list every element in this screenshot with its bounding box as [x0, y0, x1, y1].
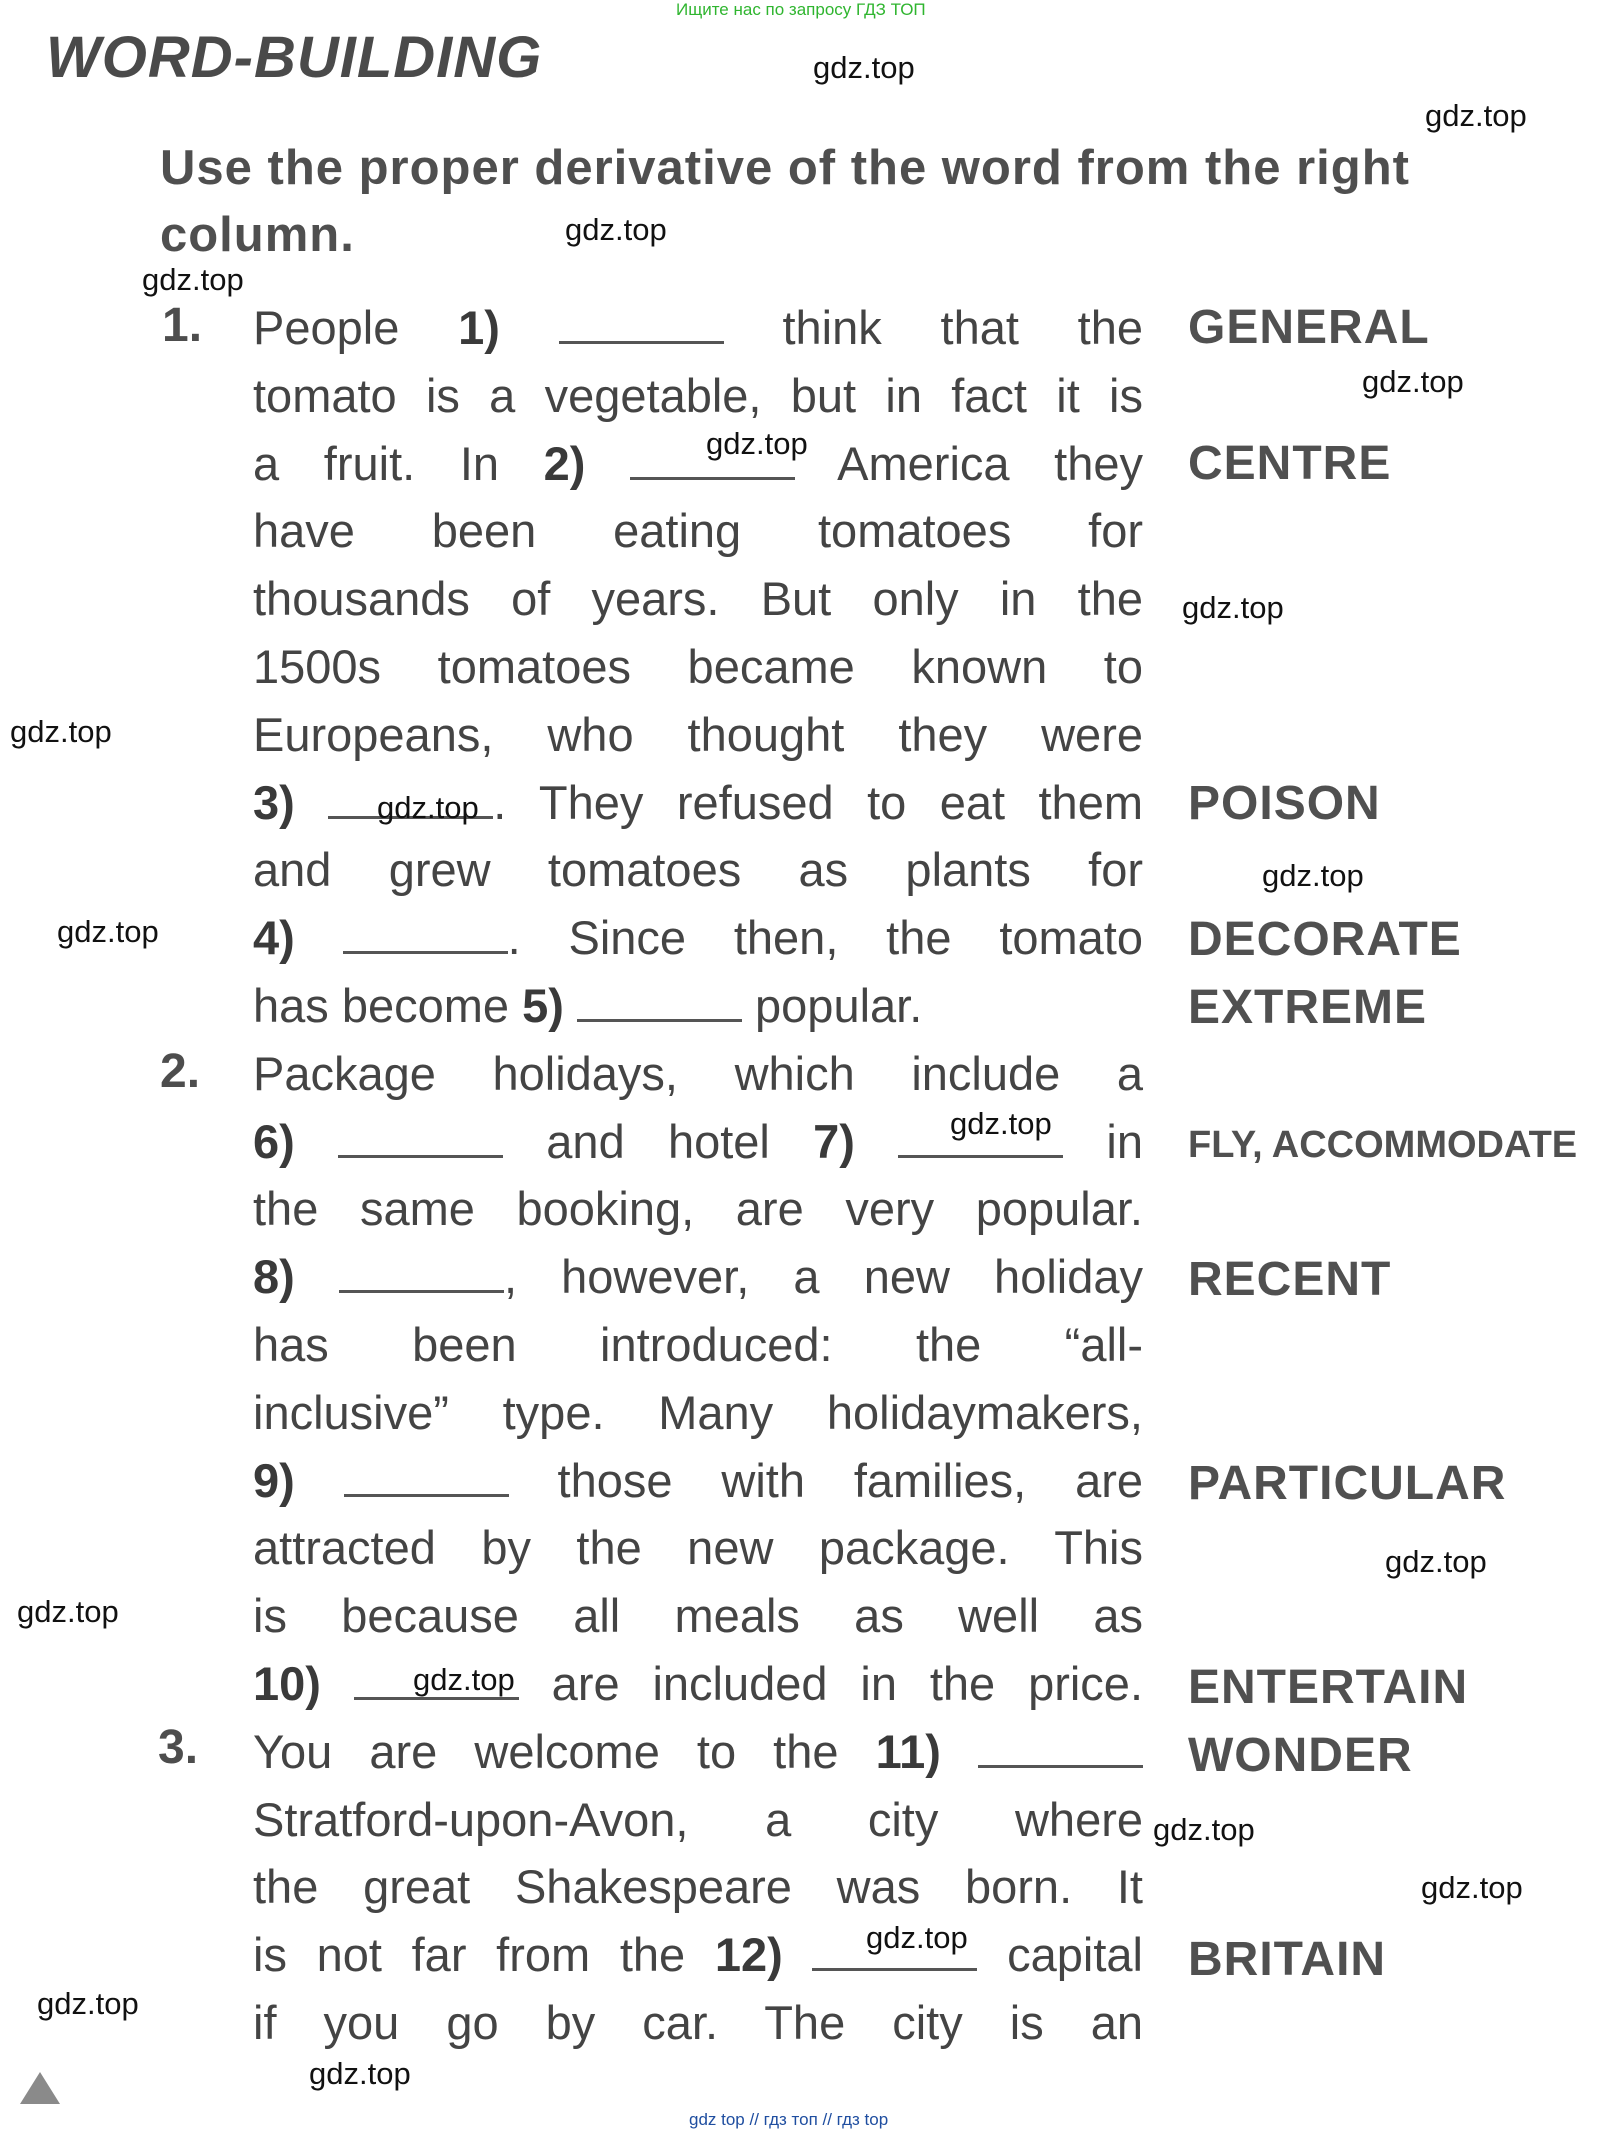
- watermark: gdz.top: [866, 1920, 968, 1955]
- watermark: gdz.top: [813, 50, 915, 85]
- text-line: attracted by the new package. This: [253, 1521, 1143, 1574]
- text-line: the great Shakespeare was born. It: [253, 1860, 1143, 1913]
- gap-number: 6): [253, 1115, 295, 1168]
- text-line: has been introduced: the “all-: [253, 1318, 1143, 1371]
- keyword: EXTREME: [1188, 981, 1428, 1034]
- gap-number: 7): [813, 1115, 855, 1168]
- text-line: a fruit. In 2) America they: [253, 437, 1144, 490]
- page-corner-triangle-icon: [20, 2072, 60, 2104]
- watermark: gdz.top: [413, 1662, 515, 1697]
- gap-number: 5): [522, 979, 564, 1032]
- gap-number: 11): [875, 1725, 941, 1778]
- watermark: gdz.top: [1421, 1870, 1523, 1905]
- watermark: gdz.top: [309, 2056, 411, 2091]
- text-line: inclusive” type. Many holidaymakers,: [253, 1386, 1143, 1439]
- watermark: gdz.top: [142, 262, 244, 297]
- instruction-line-1: Use the proper derivative of the word from the right: [160, 141, 1410, 195]
- text-line: 6) and hotel 7) in: [253, 1115, 1143, 1168]
- text-line: People 1) think that the: [253, 301, 1144, 354]
- answer-blank[interactable]: [577, 983, 742, 1022]
- keyword: RECENT: [1188, 1253, 1392, 1306]
- gap-number: 10): [253, 1657, 321, 1710]
- keyword: CENTRE: [1188, 437, 1392, 490]
- keyword: ENTERTAIN: [1188, 1661, 1469, 1714]
- text-line: tomato is a vegetable, but in fact it is: [253, 369, 1143, 422]
- exercise-number: 2.: [160, 1045, 201, 1098]
- watermark: gdz.top: [950, 1106, 1052, 1141]
- text-line: and grew tomatoes as plants for: [253, 843, 1143, 896]
- text-line: thousands of years. But only in the: [253, 572, 1143, 625]
- watermark: gdz.top: [377, 790, 479, 825]
- watermark: gdz.top: [706, 426, 808, 461]
- text-line: the same booking, are very popular.: [253, 1182, 1143, 1235]
- text-line: 1500s tomatoes became known to: [253, 640, 1143, 693]
- answer-blank[interactable]: [339, 1254, 504, 1293]
- text-line: Europeans, who thought they were: [253, 708, 1143, 761]
- watermark: gdz.top: [1425, 98, 1527, 133]
- answer-blank[interactable]: [344, 1458, 509, 1497]
- text-line: has become 5) popular.: [253, 979, 923, 1032]
- search-link[interactable]: Ищите нас по запросу ГДЗ ТОП: [676, 0, 926, 19]
- keyword: WONDER: [1188, 1729, 1413, 1782]
- text-line: 10) are included in the price.: [253, 1657, 1143, 1710]
- gap-number: 3): [253, 776, 295, 829]
- text-line: have been eating tomatoes for: [253, 504, 1143, 557]
- watermark: gdz.top: [57, 914, 159, 949]
- answer-blank[interactable]: [338, 1119, 503, 1158]
- exercise-number: 3.: [158, 1721, 199, 1774]
- answer-blank[interactable]: [559, 305, 724, 344]
- answer-blank[interactable]: [978, 1729, 1143, 1768]
- keyword: DECORATE: [1188, 913, 1462, 966]
- keyword: BRITAIN: [1188, 1933, 1387, 1986]
- text-line: is because all meals as well as: [253, 1589, 1143, 1642]
- answer-blank[interactable]: [343, 915, 508, 954]
- text-line: is not far from the 12) capital: [253, 1928, 1144, 1981]
- gap-number: 12): [714, 1928, 783, 1981]
- exercise-number: 1.: [162, 299, 203, 352]
- gap-number: 9): [253, 1454, 295, 1507]
- gap-number: 2): [543, 437, 586, 490]
- keyword: FLY, ACCOMMODATE: [1188, 1124, 1578, 1166]
- keyword: POISON: [1188, 777, 1381, 830]
- watermark: gdz.top: [10, 714, 112, 749]
- watermark: gdz.top: [1182, 590, 1284, 625]
- watermark: gdz.top: [1362, 364, 1464, 399]
- gap-number: 1): [458, 301, 500, 354]
- text-line: 3) . They refused to eat them: [253, 776, 1143, 829]
- text-line: 9) those with families, are: [253, 1454, 1143, 1507]
- watermark: gdz.top: [565, 212, 667, 247]
- gap-number: 4): [253, 911, 295, 964]
- gap-number: 8): [253, 1250, 295, 1303]
- text-line: You are welcome to the 11): [253, 1720, 1143, 1784]
- keyword: PARTICULAR: [1188, 1457, 1507, 1510]
- watermark: gdz.top: [1262, 858, 1364, 893]
- text-line: 4) . Since then, the tomato: [253, 911, 1143, 964]
- page-title: WORD-BUILDING: [46, 25, 543, 90]
- text-line: if you go by car. The city is an: [253, 1996, 1143, 2049]
- keyword: GENERAL: [1188, 301, 1430, 354]
- watermark: gdz.top: [17, 1594, 119, 1629]
- text-line: Stratford-upon-Avon, a city where: [253, 1793, 1143, 1846]
- watermark: gdz.top: [1385, 1544, 1487, 1579]
- instruction-line-2: column.: [160, 208, 355, 262]
- footer-text: gdz top // гдз топ // гдз top: [689, 2110, 889, 2129]
- watermark: gdz.top: [37, 1986, 139, 2021]
- text-line: 8) , however, a new holiday: [253, 1250, 1143, 1303]
- text-line: Package holidays, which include a: [253, 1047, 1143, 1100]
- watermark: gdz.top: [1153, 1812, 1255, 1847]
